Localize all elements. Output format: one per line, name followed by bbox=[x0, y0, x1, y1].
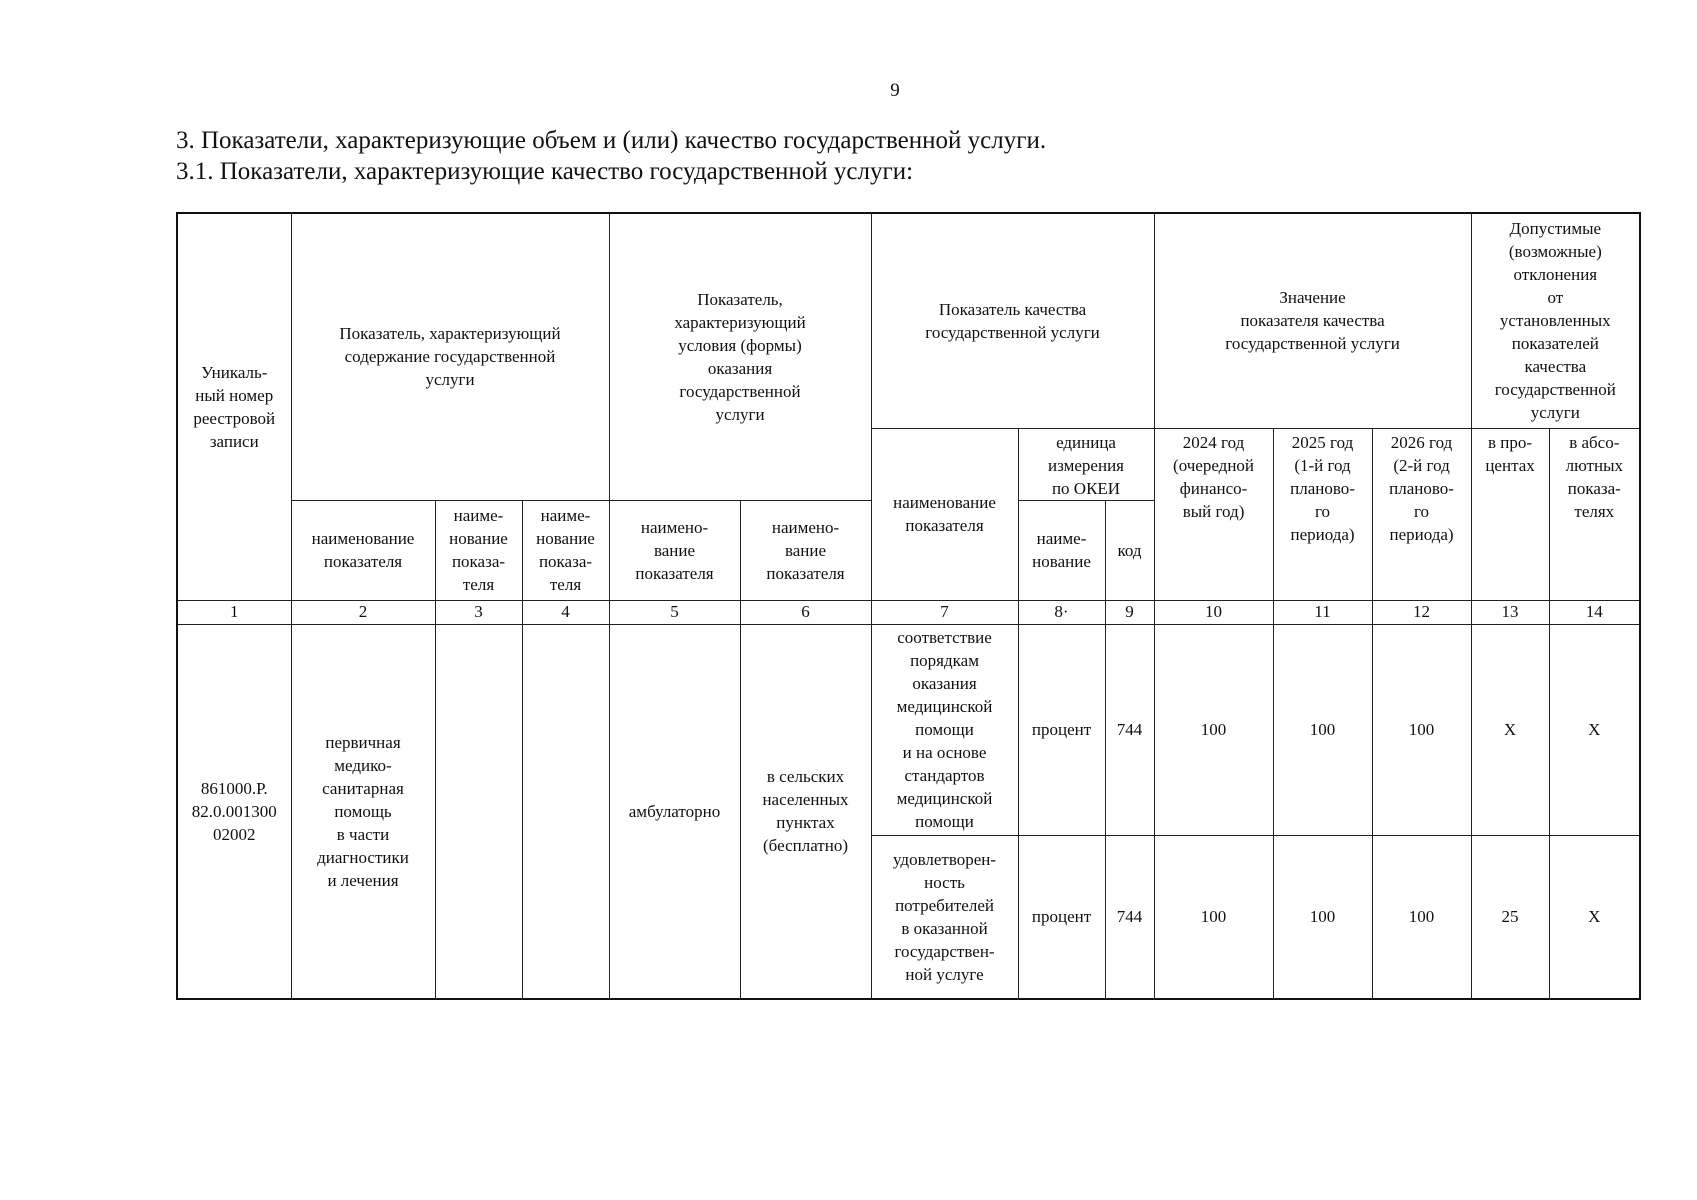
value-2025: 100 bbox=[1273, 624, 1372, 835]
section-heading: 3. Показатели, характеризующие объем и (или) качество государственной услуги. bbox=[176, 127, 1047, 154]
subsection-heading: 3.1. Показатели, характеризующие качество государственной услуги: bbox=[176, 158, 914, 185]
column-number: 11 bbox=[1273, 600, 1372, 624]
column-number: 8· bbox=[1018, 600, 1105, 624]
deviation-absolute: X bbox=[1549, 835, 1640, 999]
header-conditions-group: Показатель, характеризующий условия (формы) оказания государственной услуги bbox=[609, 213, 871, 500]
header-unique-number: Уникаль- ный номер реестровой записи bbox=[177, 213, 291, 600]
header-dev-percent: в про- центах bbox=[1471, 428, 1549, 600]
header-unit-name: наиме- нование bbox=[1018, 500, 1105, 600]
header-content-col3: наиме- нование показа- теля bbox=[522, 500, 609, 600]
column-number: 3 bbox=[435, 600, 522, 624]
header-content-col1: наименование показателя bbox=[291, 500, 435, 600]
header-quality-group: Показатель качества государственной услуги bbox=[871, 213, 1154, 428]
unit-name: процент bbox=[1018, 624, 1105, 835]
header-year-2025: 2025 год (1-й год планово- го периода) bbox=[1273, 428, 1372, 600]
value-2024: 100 bbox=[1154, 624, 1273, 835]
column-number: 6 bbox=[740, 600, 871, 624]
deviation-percent: X bbox=[1471, 624, 1549, 835]
column-number: 14 bbox=[1549, 600, 1640, 624]
record-content-col3 bbox=[435, 624, 522, 999]
value-2026: 100 bbox=[1372, 835, 1471, 999]
header-unit-code: код bbox=[1105, 500, 1154, 600]
deviation-absolute: X bbox=[1549, 624, 1640, 835]
header-indicator-name: наименование показателя bbox=[871, 428, 1018, 600]
column-number: 10 bbox=[1154, 600, 1273, 624]
quality-indicators-table bbox=[176, 212, 1641, 1000]
unit-name: процент bbox=[1018, 835, 1105, 999]
header-cond-col1: наимено- вание показателя bbox=[609, 500, 740, 600]
column-number: 9 bbox=[1105, 600, 1154, 624]
column-number: 2 bbox=[291, 600, 435, 624]
header-unit-okei: единица измерения по ОКЕИ bbox=[1018, 428, 1154, 500]
page-number: 9 bbox=[890, 80, 900, 101]
column-number: 4 bbox=[522, 600, 609, 624]
header-row-1 bbox=[177, 213, 1640, 428]
header-content-col2: наиме- нование показа- теля bbox=[435, 500, 522, 600]
value-2025: 100 bbox=[1273, 835, 1372, 999]
deviation-percent: 25 bbox=[1471, 835, 1549, 999]
value-2026: 100 bbox=[1372, 624, 1471, 835]
unit-code: 744 bbox=[1105, 835, 1154, 999]
table-row bbox=[177, 624, 1640, 835]
header-content-group: Показатель, характеризующий содержание государственной услуги bbox=[291, 213, 609, 500]
indicator-name: соответствие порядкам оказания медицинской помощи и на основе стандартов медицинской помощи bbox=[871, 624, 1018, 835]
header-year-2026: 2026 год (2-й год планово- го периода) bbox=[1372, 428, 1471, 600]
header-dev-absolute: в абсо- лютных показа- телях bbox=[1549, 428, 1640, 600]
column-number-row bbox=[177, 600, 1640, 624]
header-cond-col2: наимено- вание показателя bbox=[740, 500, 871, 600]
value-2024: 100 bbox=[1154, 835, 1273, 999]
record-condition-place: в сельских населенных пунктах (бесплатно) bbox=[740, 624, 871, 999]
unit-code: 744 bbox=[1105, 624, 1154, 835]
column-number: 13 bbox=[1471, 600, 1549, 624]
record-content: первичная медико- санитарная помощь в части диагностики и лечения bbox=[291, 624, 435, 999]
column-number: 1 bbox=[177, 600, 291, 624]
column-number: 7 bbox=[871, 600, 1018, 624]
header-year-2024: 2024 год (очередной финансо- вый год) bbox=[1154, 428, 1273, 600]
column-number: 12 bbox=[1372, 600, 1471, 624]
header-value-group: Значение показателя качества государственной услуги bbox=[1154, 213, 1471, 428]
header-deviation-group: Допустимые (возможные) отклонения от установленных показателей качества государственной услуги bbox=[1471, 213, 1640, 428]
record-condition-form: амбулаторно bbox=[609, 624, 740, 999]
record-content-col4 bbox=[522, 624, 609, 999]
record-unique-number: 861000.Р. 82.0.001300 02002 bbox=[177, 624, 291, 999]
column-number: 5 bbox=[609, 600, 740, 624]
indicator-name: удовлетворен- ность потребителей в оказанной государствен- ной услуге bbox=[871, 835, 1018, 999]
